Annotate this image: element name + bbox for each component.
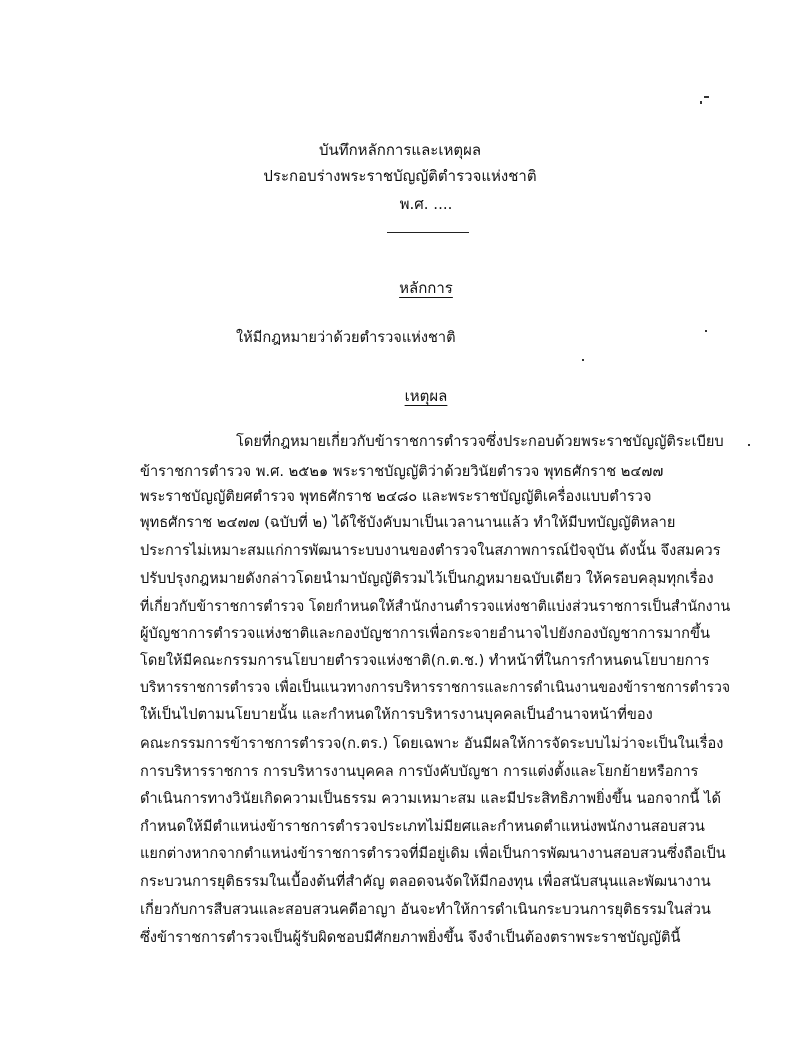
reason-line: การบริหารราชการ การบริหารงานบุคคล การบังคับบัญชา การแต่งตั้งและโยกย้ายหรือการ (140, 763, 699, 780)
document-title: บันทึกหลักการและเหตุผล (318, 141, 482, 159)
reason-line: พุทธศักราช ๒๔๗๗ (ฉบับที่ ๒) ได้ใช้บังคับมาเป็นเวลานานแล้ว ทำให้มีบทบัญญัติหลาย (140, 514, 676, 531)
principle-text: ให้มีกฎหมายว่าด้วยตำรวจแห่งชาติ (236, 329, 456, 346)
reason-line: ปรับปรุงกฎหมายดังกล่าวโดยนำมาบัญญัติรวมไว้เป็นกฎหมายฉบับเดียว ให้ครอบคลุมทุกเรื่อง (140, 570, 714, 587)
reason-line: ประการไม่เหมาะสมแก่การพัฒนาระบบงานของตำรวจในสภาพการณ์ปัจจุบัน ดังนั้น จึงสมควร (140, 542, 721, 559)
reason-line: แยกต่างหากจากตำแหน่งข้าราชการตำรวจที่มีอยู่เดิม เพื่อเป็นการพัฒนางานสอบสวนซึ่งถือเป็น (140, 845, 726, 862)
reason-line: กำหนดให้มีตำแหน่งข้าราชการตำรวจประเภทไม่มียศและกำหนดตำแหน่งพนักงานสอบสวน (140, 818, 705, 835)
reason-line: ซึ่งข้าราชการตำรวจเป็นผู้รับผิดชอบมีศักยภาพยิ่งขึ้น จึงจำเป็นต้องตราพระราชบัญญัตินี้ (140, 929, 681, 946)
scan-speck (705, 330, 707, 332)
reason-line: โดยให้มีคณะกรรมการนโยบายตำรวจแห่งชาติ(ก.ต.ช.) ทำหน้าที่ในการกำหนดนโยบายการ (140, 652, 710, 669)
scan-speck (748, 444, 750, 446)
scan-speck (704, 96, 709, 98)
reason-line: ผู้บัญชาการตำรวจแห่งชาติและกองบัญชาการเพื่อกระจายอำนาจไปยังกองบัญชาการมากขึ้น (140, 625, 710, 642)
reason-line: ข้าราชการตำรวจ พ.ศ. ๒๕๒๑ พระราชบัญญัติว่าด้วยวินัยตำรวจ พุทธศักราช ๒๔๗๗ (140, 463, 664, 480)
principle-heading: หลักการ (399, 279, 453, 297)
reason-line: กระบวนการยุติธรรมในเบื้องต้นที่สำคัญ ตลอดจนจัดให้มีกองทุน เพื่อสนับสนุนและพัฒนางาน (140, 873, 711, 890)
reason-line: ดำเนินการทางวินัยเกิดความเป็นธรรม ความเหมาะสม และมีประสิทธิภาพยิ่งขึ้น นอกจากนี้ ได้ (140, 790, 721, 807)
scan-speck (582, 359, 584, 361)
reason-line: โดยที่กฎหมายเกี่ยวกับข้าราชการตำรวจซึ่งประกอบด้วยพระราชบัญญัติระเบียบ (236, 433, 724, 450)
reason-line: ที่เกี่ยวกับข้าราชการตำรวจ โดยกำหนดให้สำนักงานตำรวจแห่งชาติแบ่งส่วนราชการเป็นสำนักงาน (140, 598, 731, 615)
header-rule (387, 232, 469, 233)
document-year: พ.ศ. .... (399, 195, 453, 213)
scan-speck (700, 101, 702, 104)
reason-line: เกี่ยวกับการสืบสวนและสอบสวนคดีอาญา อันจะทำให้การดำเนินกระบวนการยุติธรรมในส่วน (140, 901, 711, 918)
reason-line: บริหารราชการตำรวจ เพื่อเป็นแนวทางการบริหารราชการและการดำเนินงานของข้าราชการตำรวจ (140, 679, 731, 696)
reason-heading: เหตุผล (404, 387, 448, 405)
reason-line: คณะกรรมการข้าราชการตำรวจ(ก.ตร.) โดยเฉพาะ อันมีผลให้การจัดระบบไม่ว่าจะเป็นในเรื่อง (140, 735, 724, 752)
reason-line: พระราชบัญญัติยศตำรวจ พุทธศักราช ๒๔๘๐ และพระราชบัญญัติเครื่องแบบตำรวจ (140, 488, 652, 505)
reason-line: ให้เป็นไปตามนโยบายนั้น และกำหนดให้การบริหารงานบุคคลเป็นอำนาจหน้าที่ของ (140, 706, 653, 723)
document-subtitle: ประกอบร่างพระราชบัญญัติตำรวจแห่งชาติ (263, 167, 537, 185)
